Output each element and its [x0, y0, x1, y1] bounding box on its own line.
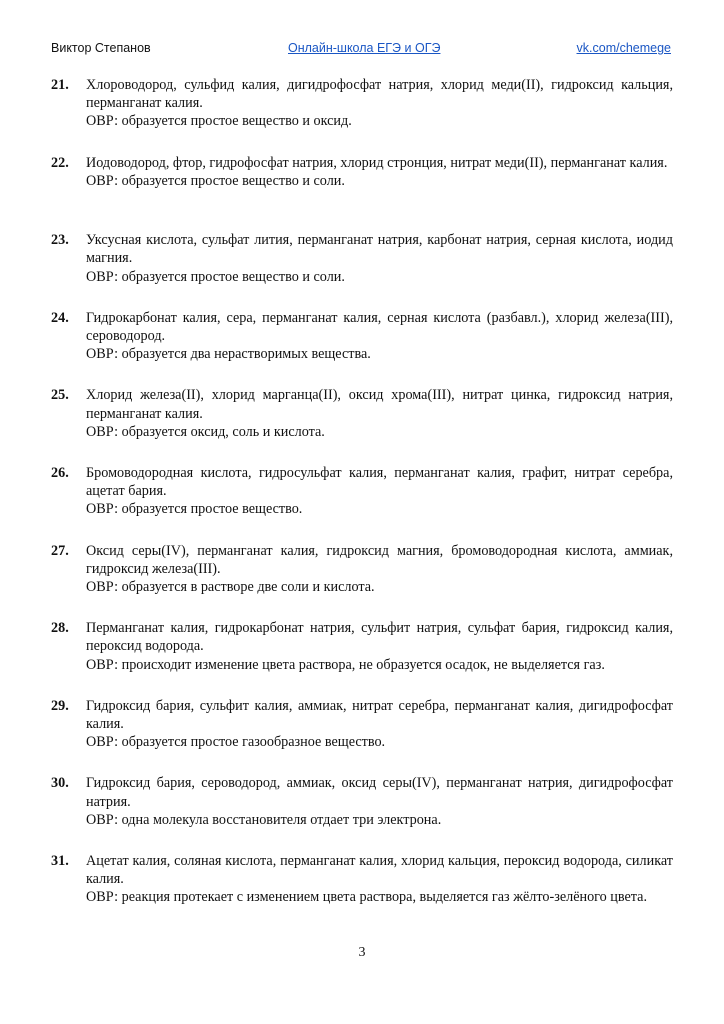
task-redox-condition: ОВР: образуется простое вещество и оксид.: [86, 113, 352, 130]
author-name: Виктор Степанов: [51, 41, 151, 55]
task-item: [51, 697, 673, 755]
task-text: Гидроксид бария, сульфит калия, аммиак, нитрат серебра, перманганат калия, дигидрофосфат калия.: [86, 697, 673, 732]
task-number: 22.: [51, 154, 69, 171]
task-number: 29.: [51, 697, 69, 714]
task-item: [51, 542, 673, 600]
task-item: [51, 231, 673, 289]
task-text: Гидроксид бария, сероводород, аммиак, оксид серы(IV), перманганат натрия, дигидрофосфат натрия.: [86, 775, 673, 810]
page-number: 3: [358, 945, 366, 960]
task-item: [51, 154, 673, 212]
task-redox-condition: ОВР: образуется простое вещество и соли.: [86, 268, 345, 285]
task-item: [51, 386, 673, 444]
page-header: [51, 41, 671, 63]
task-number: 24.: [51, 309, 69, 326]
task-list: [51, 76, 673, 930]
task-number: 25.: [51, 387, 69, 404]
task-item: [51, 852, 673, 910]
task-item: [51, 464, 673, 522]
task-item: [51, 619, 673, 677]
task-redox-condition: ОВР: образуется простое вещество.: [86, 501, 303, 518]
task-item: [51, 76, 673, 134]
task-text: Гидрокарбонат калия, сера, перманганат калия, серная кислота (разбавл.), хлорид железа(III), сероводород.: [86, 309, 673, 344]
task-number: 26.: [51, 464, 69, 481]
task-redox-condition: ОВР: происходит изменение цвета раствора, не образуется осадок, не выделяется газ.: [86, 656, 605, 673]
vk-link[interactable]: vk.com/chemege: [576, 41, 671, 55]
task-number: 30.: [51, 775, 69, 792]
task-number: 27.: [51, 542, 69, 559]
task-item: [51, 309, 673, 367]
task-redox-condition: ОВР: одна молекула восстановителя отдает три электрона.: [86, 811, 442, 828]
task-text: Бромоводородная кислота, гидросульфат калия, перманганат калия, графит, нитрат серебра, ацетат бария.: [86, 464, 673, 500]
task-number: 31.: [51, 852, 69, 869]
task-text: Уксусная кислота, сульфат лития, перманганат натрия, карбонат натрия, серная кислота, иодид магния.: [86, 232, 673, 267]
task-text: Хлороводород, сульфид калия, дигидрофосфат натрия, хлорид меди(II), гидроксид кальция, перманганат калия.: [86, 77, 673, 112]
task-text: Оксид серы(IV), перманганат калия, гидроксид магния, бромоводородная кислота, аммиак, гидроксид железа(III).: [86, 542, 673, 577]
task-redox-condition: ОВР: реакция протекает с изменением цвета раствора, выделяется газ жёлто-зелёного цвета.: [86, 889, 648, 906]
task-redox-condition: ОВР: образуется два нерастворимых вещества.: [86, 346, 371, 363]
school-link[interactable]: Онлайн-школа ЕГЭ и ОГЭ: [288, 41, 441, 55]
task-text: Ацетат калия, соляная кислота, перманганат калия, хлорид кальция, пероксид водорода, силикат калия.: [86, 852, 673, 888]
task-redox-condition: ОВР: образуется простое газообразное вещество.: [86, 734, 386, 751]
task-redox-condition: ОВР: образуется оксид, соль и кислота.: [86, 423, 325, 440]
task-text: Иодоводород, фтор, гидрофосфат натрия, хлорид стронция, нитрат меди(II), перманганат калия.: [86, 154, 668, 171]
task-number: 23.: [51, 232, 69, 249]
task-text: Хлорид железа(II), хлорид марганца(II), оксид хрома(III), нитрат цинка, гидроксид натрия, перманганат калия.: [86, 387, 673, 422]
task-redox-condition: ОВР: образуется в растворе две соли и кислота.: [86, 578, 375, 595]
task-number: 28.: [51, 620, 69, 637]
task-text: Перманганат калия, гидрокарбонат натрия, сульфит натрия, сульфат бария, гидроксид калия, пероксид водорода.: [86, 620, 673, 655]
task-number: 21.: [51, 77, 69, 93]
task-item: [51, 774, 673, 832]
task-redox-condition: ОВР: образуется простое вещество и соли.: [86, 172, 345, 189]
